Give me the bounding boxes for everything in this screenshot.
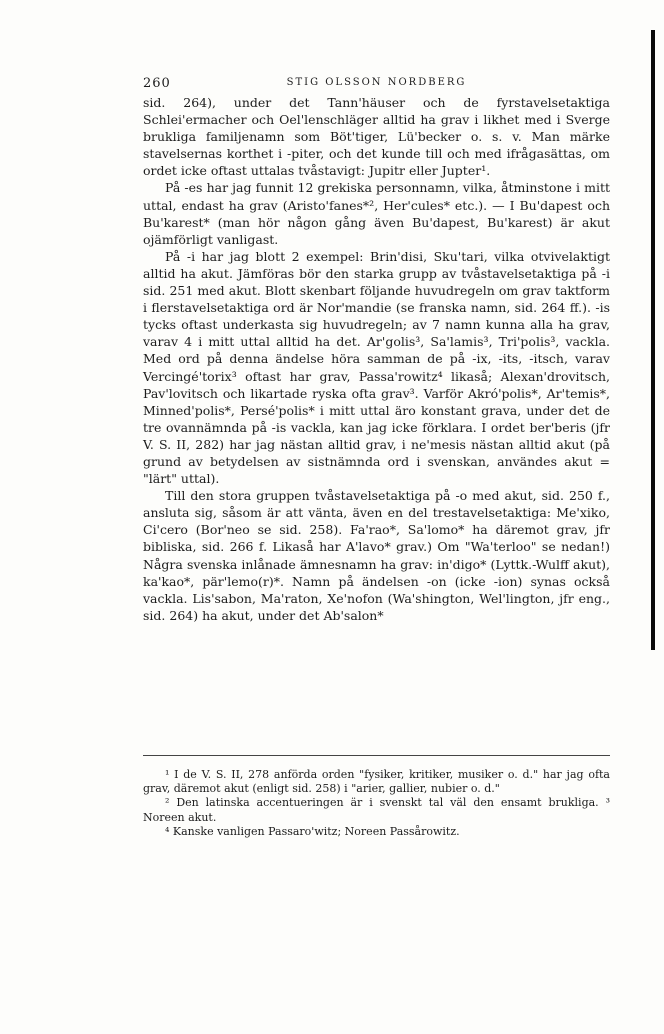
running-header xyxy=(143,76,610,94)
footnote-2-3: ² Den latinska accentueringen är i svenskt tal väl den ensamt brukliga. ³ Noreen akut. xyxy=(143,796,610,824)
running-title: STIG OLSSON NORDBERG xyxy=(286,77,467,88)
footnote-1: ¹ I de V. S. II, 278 anförda orden "fysiker, kritiker, musiker o. d." har jag ofta grav, däremot akut (enligt sid. 258) i "arier, gallier, nubier o. d." xyxy=(143,768,610,796)
page-edge-shadow xyxy=(651,30,655,650)
footnote-4: ⁴ Kanske vanligen Passaro'witz; Noreen Passårowitz. xyxy=(165,824,460,838)
footnotes xyxy=(143,768,610,839)
paragraph-2: På -es har jag funnit 12 grekiska personnamn, vilka, åtminstone i mitt uttal, endast ha grav (Aristo'fanes*², Her'cules* etc.). — I Bu'dapest och Bu'karest* (man hör någon gång även Bu'dapest, Bu'karest) är akut ojämförligt vanligast. xyxy=(143,180,610,247)
page-number: 260 xyxy=(143,76,171,91)
footnote-divider xyxy=(143,755,610,756)
paragraph-3: På -i har jag blott 2 exempel: Brin'disi, Sku'tari, vilka otvivelaktigt alltid ha akut. Jämföras bör den starka grupp av tvåstavelsetaktiga på -i sid. 251 med akut. Blott skenbart följande huvudregeln om grav taktform i flerstavelsetaktiga ord är Nor'mandie (se franska namn, sid. 264 ff.). -is tycks oftast underkasta sig huvudregeln; av 7 namn kunna alla ha grav, varav 4 i mitt uttal alltid ha det. Ar'golis³, Sa'lamis³, Tri'polis³, vackla. Med ord på denna ändelse höra samman de på -ix, -its, -itsch, varav Vercingé'torix³ oftast har grav, Passa'rowitz⁴ likaså; Alexan'drovitsch, Pav'lovitsch och likartade ryska ofta grav³. Varför Akró'polis*, Ar'temis*, Minned'polis*, Persé'polis* i mitt uttal äro konstant grava, under det de tre ovannämnda på -is vackla, kan jag icke förklara. I ordet ber'beris (jfr V. S. II, 282) har jag nästan alltid grav, i ne'mesis nästan alltid akut (på grund av betydelsen av sistnämnda ord i svenskan, användes akut = "lärt" uttal). xyxy=(143,248,610,487)
paragraph-4: Till den stora gruppen tvåstavelsetaktiga på -o med akut, sid. 250 f., ansluta sig, såsom är att vänta, även en del trestavelsetaktiga: Me'xiko, Ci'cero (Bor'neo se sid. 258). Fa'rao*, Sa'lomo* ha däremot grav, jfr bibliska, sid. 266 f. Likaså har A'lavo* grav.) Om "Wa'terloo" se nedan!) Några svenska inlånade ämnesnamn ha grav: in'digo* (Lyttk.-Wulff akut), ka'kao*, pär'lemo(r)*. Namn på ändelsen -on (icke -ion) synas också vackla. Lis'sabon, Ma'raton, Xe'nofon (Wa'shington, Wel'lington, jfr eng., sid. 264) ha akut, under det Ab'salon* xyxy=(143,488,610,623)
paragraph-1: sid. 264), under det Tann'häuser och de fyrstavelsetaktiga Schlei'ermacher och Oel'lenschläger alltid ha grav i likhet med i Sverge brukliga familjenamn som Böt'tiger, Lü'becker o. s. v. Man märke stavelsernas korthet i -piter, och det kunde till och med ifrågasättas, om ordet icke oftast uttalas tvåstavigt: Jupitr eller Jupter¹. xyxy=(143,95,610,179)
body-text xyxy=(143,94,610,624)
